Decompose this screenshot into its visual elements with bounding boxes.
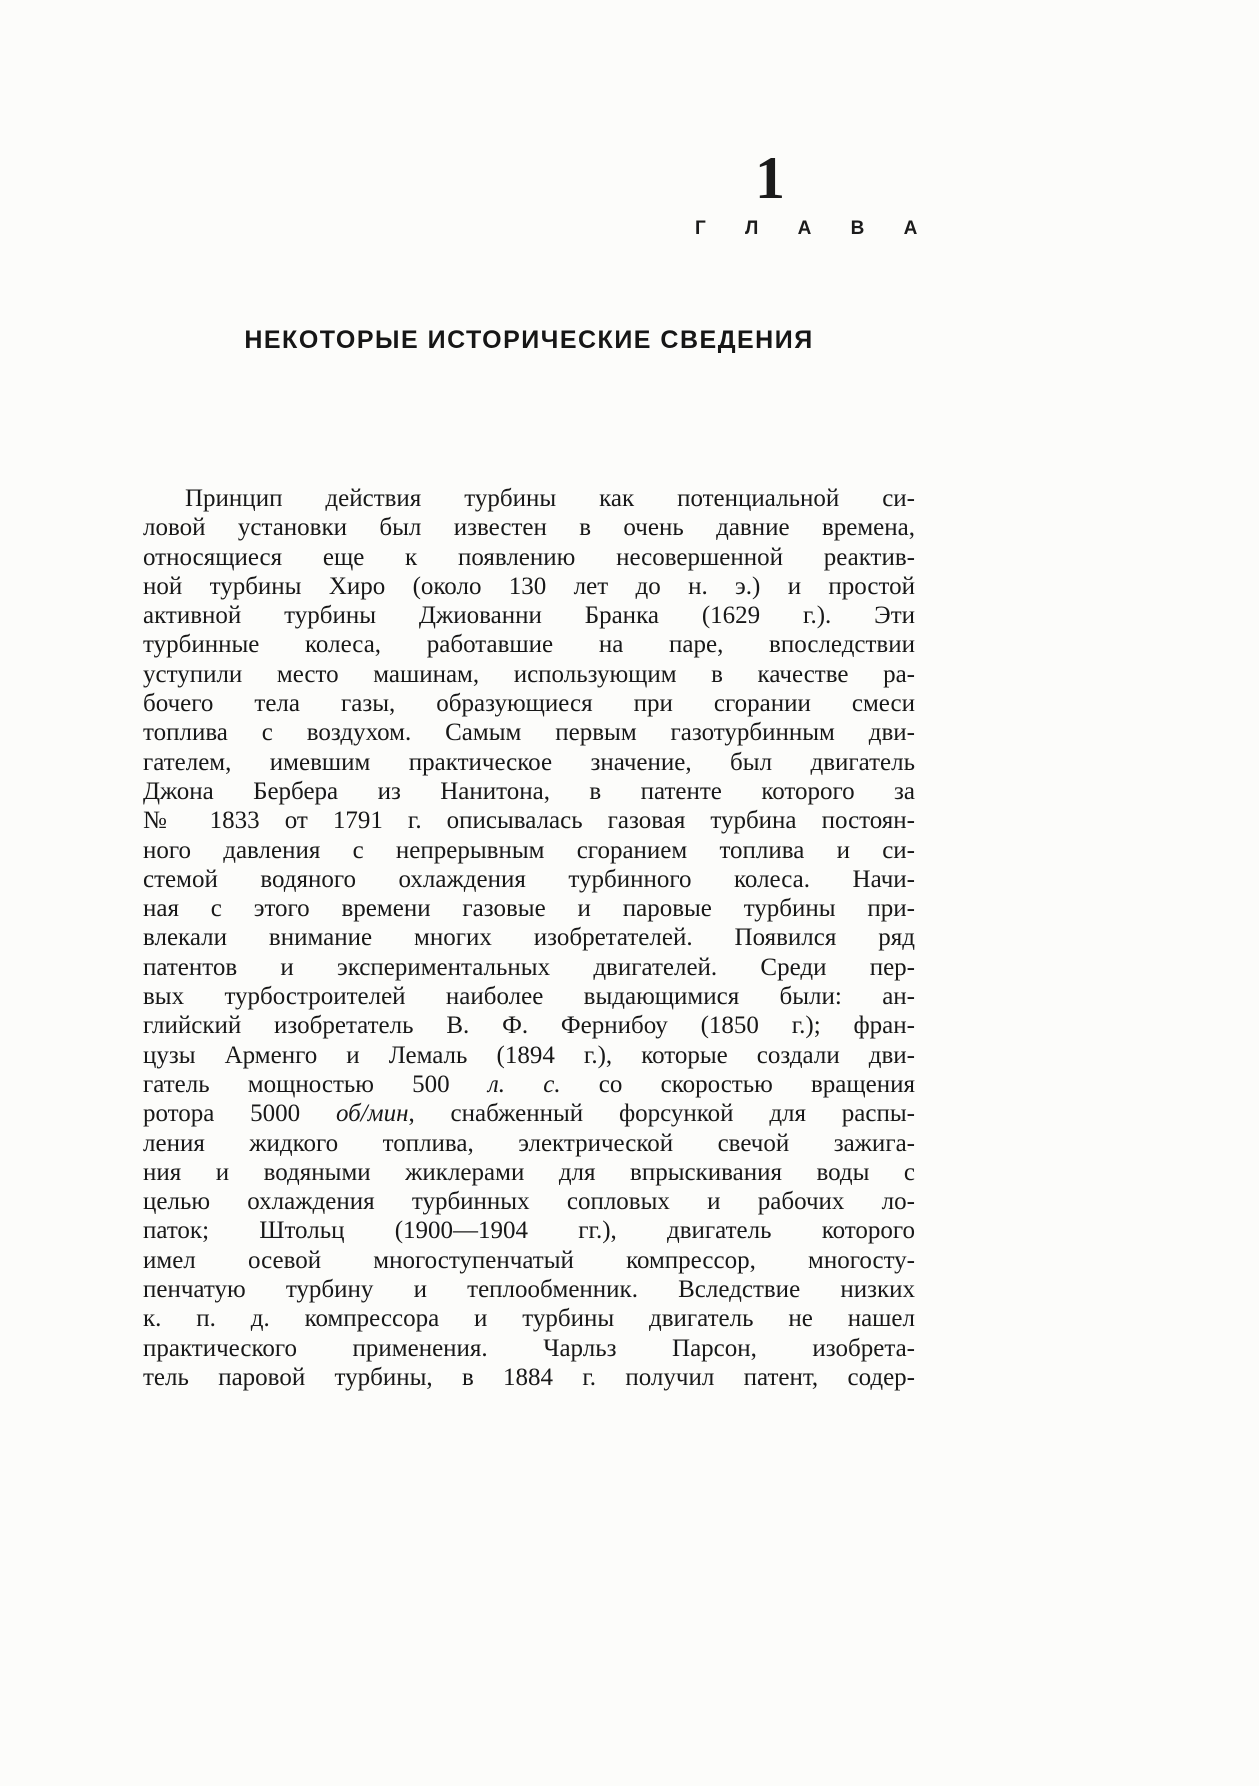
- body-segment: к. п. д. компрессора и турбины двигатель не нашел: [143, 1305, 915, 1333]
- body-line: [143, 630, 915, 659]
- body-segment: № 1833 от 1791 г. описывалась газовая турбина постоян-: [143, 807, 915, 835]
- body-segment: паток; Штольц (1900—1904 гг.), двигатель которого: [143, 1217, 915, 1245]
- body-line: [143, 748, 915, 777]
- body-segment-italic: л. с.: [487, 1070, 561, 1098]
- body-line: [143, 982, 915, 1011]
- body-segment: ная с этого времени газовые и паровые турбины при-: [143, 895, 915, 923]
- body-line: [143, 1129, 915, 1158]
- body-line: [143, 1216, 915, 1245]
- body-line: [143, 601, 915, 630]
- body-segment: ной турбины Хиро (около 130 лет до н. э.) и простой: [143, 572, 915, 600]
- body-line: [143, 484, 915, 513]
- body-segment: вых турбостроителей наиболее выдающимися были: ан-: [143, 983, 915, 1011]
- body-line: [143, 660, 915, 689]
- body-line: [143, 894, 915, 923]
- body-segment: бочего тела газы, образующиеся при сгорании смеси: [143, 690, 915, 718]
- body-segment: со скоростью вращения: [560, 1070, 915, 1098]
- body-line: [143, 1275, 915, 1304]
- body-segment: целью охлаждения турбинных сопловых и рабочих ло-: [143, 1188, 915, 1216]
- body-segment: турбинные колеса, работавшие на паре, впоследствии: [143, 631, 915, 659]
- body-line: [143, 513, 915, 542]
- body-line: [143, 572, 915, 601]
- body-line: [143, 1041, 915, 1070]
- body-segment-italic: об/мин: [335, 1100, 409, 1128]
- body-line: [143, 777, 915, 806]
- body-segment: гатель мощностью 500: [143, 1070, 488, 1098]
- body-line: [143, 1187, 915, 1216]
- body-segment: пенчатую турбину и теплообменник. Вследствие низких: [143, 1276, 915, 1304]
- body-line: [143, 836, 915, 865]
- body-segment: глийский изобретатель В. Ф. Фернибоу (1850 г.); фран-: [143, 1012, 915, 1040]
- body-line: [143, 718, 915, 747]
- body-segment: , снабженный форсункой для распы-: [408, 1100, 915, 1128]
- chapter-block: [695, 145, 935, 240]
- chapter-label: Г Л А В А: [695, 218, 935, 239]
- body-segment: ния и водяными жиклерами для впрыскивания воды с: [143, 1158, 915, 1186]
- body-line: [143, 1246, 915, 1275]
- body-segment: относящиеся еще к появлению несовершенной реактив-: [143, 543, 915, 571]
- body-segment: цузы Арменго и Лемаль (1894 г.), которые создали дви-: [143, 1041, 915, 1069]
- body-segment: стемой водяного охлаждения турбинного колеса. Начи-: [143, 865, 915, 893]
- body-text: [143, 484, 915, 1392]
- body-segment: ления жидкого топлива, электрической свечой зажига-: [143, 1129, 915, 1157]
- body-segment: топлива с воздухом. Самым первым газотурбинным дви-: [143, 719, 915, 747]
- body-segment: ротора 5000: [143, 1100, 336, 1128]
- body-segment: Принцип действия турбины как потенциальной си-: [185, 485, 915, 512]
- body-segment: Джона Бербера из Нанитона, в патенте которого за: [143, 777, 915, 805]
- body-segment: уступили место машинам, использующим в качестве ра-: [143, 660, 915, 688]
- body-line: [143, 543, 915, 572]
- body-line: [143, 1099, 915, 1128]
- body-line: [143, 923, 915, 952]
- body-segment: гателем, имевшим практическое значение, был двигатель: [143, 748, 915, 776]
- body-line: [143, 1070, 915, 1099]
- body-segment: активной турбины Джиованни Бранка (1629 г.). Эти: [143, 602, 915, 630]
- body-line: [143, 1334, 915, 1363]
- body-segment: влекали внимание многих изобретателей. Появился ряд: [143, 924, 915, 952]
- body-segment: тель паровой турбины, в 1884 г. получил патент, содер-: [143, 1363, 915, 1391]
- body-line: [143, 1363, 915, 1392]
- body-line: [143, 865, 915, 894]
- body-segment: патентов и экспериментальных двигателей. Среди пер-: [143, 953, 915, 981]
- body-segment: ловой установки был известен в очень давние времена,: [143, 514, 915, 542]
- chapter-number: 1: [755, 145, 785, 211]
- body-segment: имел осевой многоступенчатый компрессор, многосту-: [143, 1246, 915, 1274]
- body-line: [143, 953, 915, 982]
- body-line: [143, 1158, 915, 1187]
- body-line: [143, 1304, 915, 1333]
- body-line: [143, 689, 915, 718]
- body-line: [143, 1011, 915, 1040]
- body-segment: ного давления с непрерывным сгоранием топлива и си-: [143, 836, 915, 864]
- body-line: [143, 806, 915, 835]
- body-segment: практического применения. Чарльз Парсон, изобрета-: [143, 1334, 915, 1362]
- page-heading: НЕКОТОРЫЕ ИСТОРИЧЕСКИЕ СВЕДЕНИЯ: [244, 326, 814, 354]
